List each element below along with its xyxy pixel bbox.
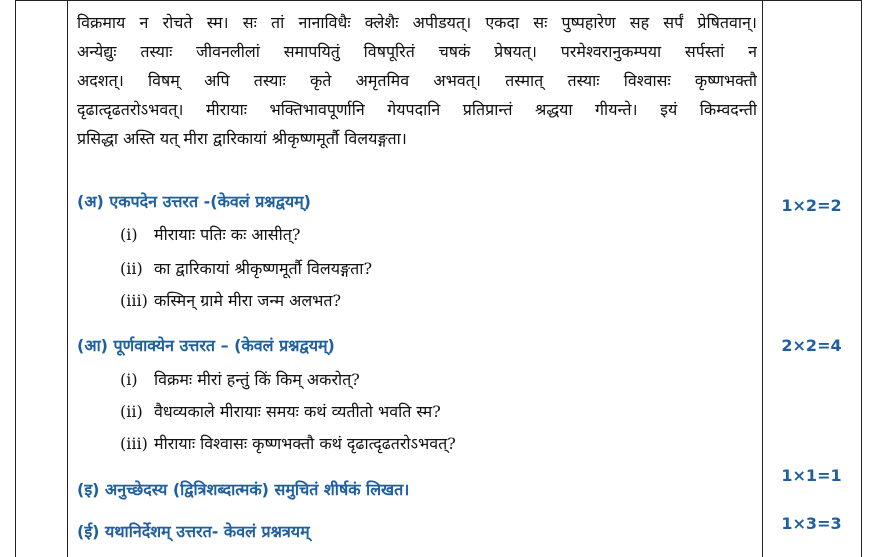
section-b-marks: 2×2=4 [781,336,842,355]
section-a-heading: (अ) एकपदेन उत्तरत -(केवलं प्रश्नद्वयम्) [77,192,311,211]
question-a-ii [120,257,372,279]
section-c-heading: (इ) अनुच्छेदस्य (द्वित्रिशब्दात्मकं) समुचितं शीर्षकं लिखत। [77,480,410,499]
section-b-heading: (आ) पूर्णवाक्येन उत्तरत – (केवलं प्रश्नद्वयम्) [77,336,335,355]
section-a-marks: 1×2=2 [781,196,842,215]
question-b-ii [120,400,441,422]
question-number-column-border [67,0,68,557]
table-right-border [861,0,862,557]
question-text: कस्मिन् ग्रामे मीरा जन्म अलभत? [154,291,342,310]
passage-line: अदशत्। विषम् अपि तस्याः कृते अमृतमिव अभवत्। तस्मात् तस्याः विश्वासः कृष्णभक्तौ [77,71,757,90]
question-b-i [120,368,360,390]
question-number: (iii) [120,434,148,453]
question-text: का द्वारिकायां श्रीकृष्णमूर्तौ विलयङ्गता? [154,259,373,278]
section-c-marks: 1×1=1 [781,466,842,485]
table-left-border [15,0,16,557]
question-number: (ii) [120,259,143,278]
passage-line: विक्रमाय न रोचते स्म। सः तां नानाविधैः क्लेशैः अपीडयत्। एकदा सः पुष्पहारेण सह सर्पं प्रेषितवान्। [77,13,757,32]
passage-line: दृढात्दृढतरोऽभवत्। मीरायाः भक्तिभावपूर्णानि गेयपदानि प्रतिप्रान्तं श्रद्धया गीयन्ते। इयं किम्वदन्ती [77,100,757,119]
question-text: मीरायाः विश्वासः कृष्णभक्तौ कथं दृढात्दृढतरोऽभवत्? [154,434,456,453]
passage-line: अन्येद्युः तस्याः जीवनलीलां समापयितुं विषपूरितं चषकं प्रेषयत्। परमेश्वरानुकम्पया सर्पस्तां न [77,42,757,61]
question-number: (i) [120,370,138,389]
section-d-marks: 1×3=3 [781,514,842,533]
question-b-iii [120,432,456,454]
question-number: (ii) [120,402,143,421]
question-text: विक्रमः मीरां हन्तुं किं किम् अकरोत्? [154,370,360,389]
question-a-i [120,223,300,245]
table-top-border [15,0,861,1]
question-a-iii [120,289,341,311]
passage-text [77,8,757,153]
question-number: (iii) [120,291,148,310]
question-text: वैधव्यकाले मीरायाः समयः कथं व्यतीतो भवति स्म? [154,402,441,421]
question-number: (i) [120,225,138,244]
passage-line: प्रसिद्धा अस्ति यत् मीरा द्वारिकायां श्रीकृष्णमूर्तौ विलयङ्गता। [77,129,407,148]
section-d-heading: (ई) यथानिर्देशम् उत्तरत- केवलं प्रश्नत्रयम् [77,522,310,541]
question-text: मीरायाः पतिः कः आसीत्? [154,225,301,244]
